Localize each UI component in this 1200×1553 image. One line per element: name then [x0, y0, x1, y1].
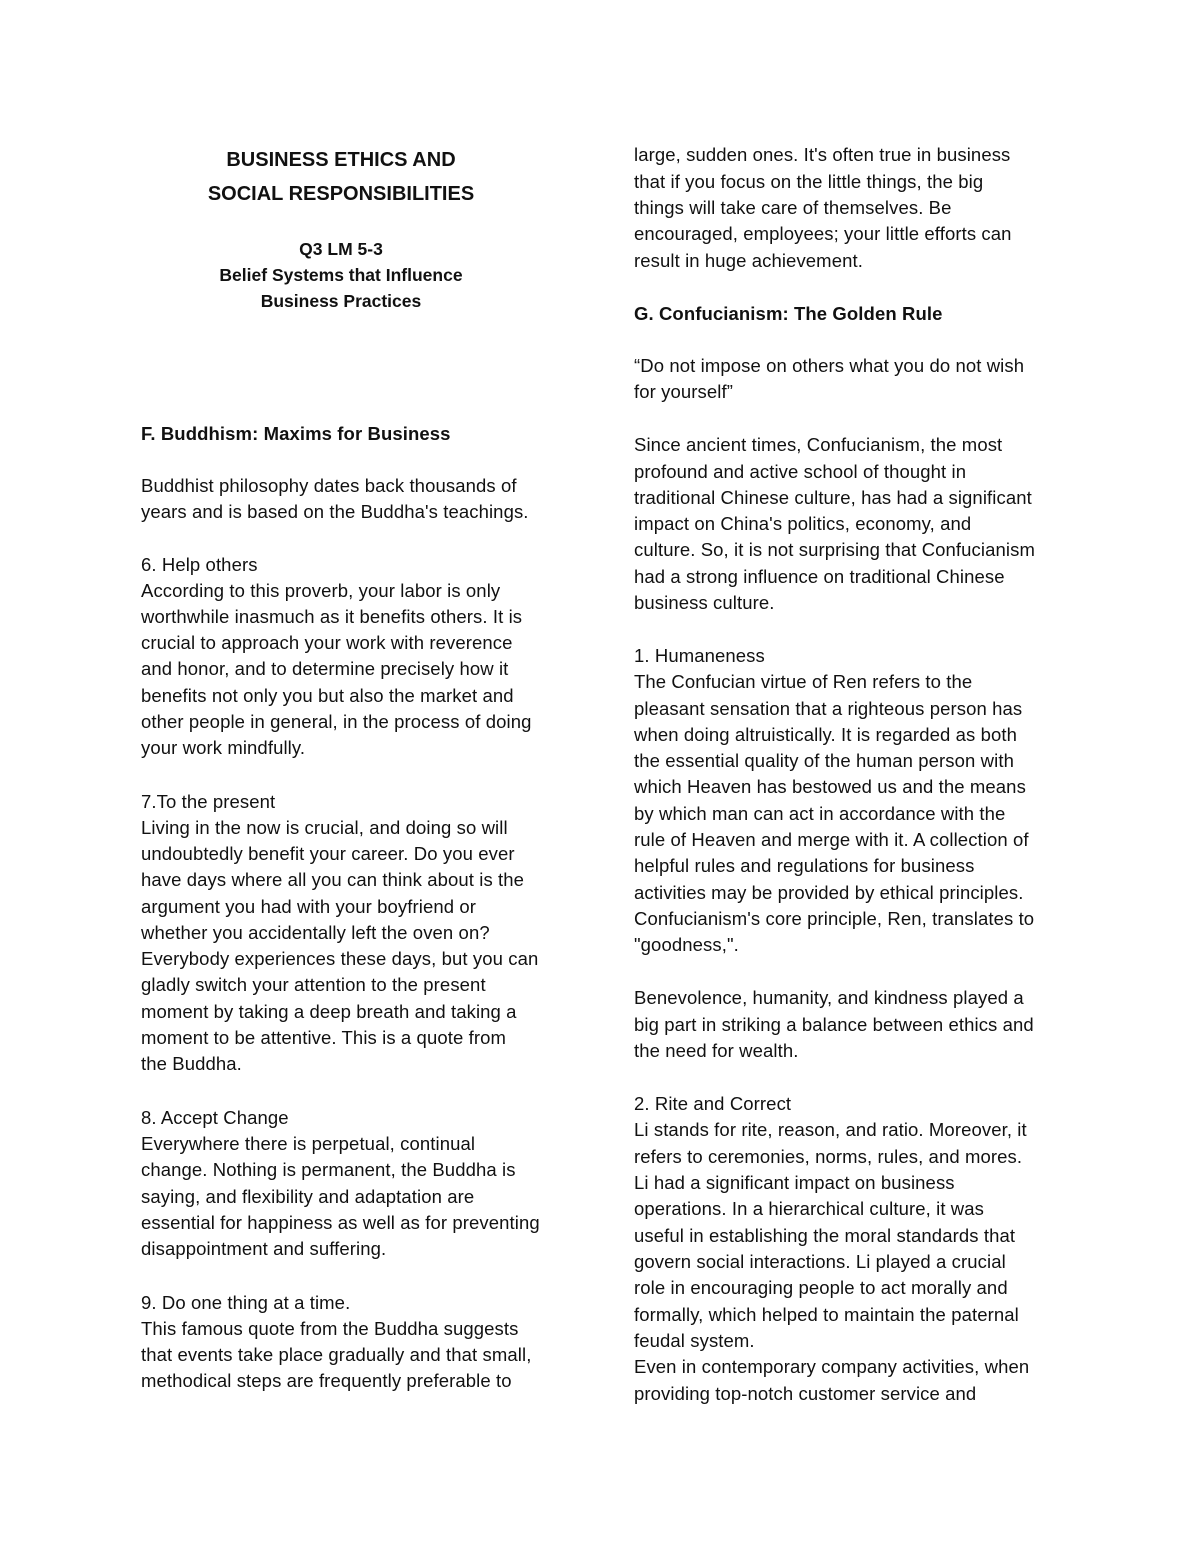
paragraph-line: that if you focus on the little things, the big — [634, 171, 984, 192]
paragraph-line: saying, and flexibility and adaptation are — [141, 1186, 475, 1207]
section-heading-buddhism: F. Buddhism: Maxims for Business — [141, 423, 451, 444]
paragraph-line: Everybody experiences these days, but you can — [141, 948, 539, 969]
paragraph-line: by which man can act in accordance with the — [634, 803, 1006, 824]
paragraph-line: big part in striking a balance between ethics and — [634, 1014, 1034, 1035]
paragraph-line: activities may be provided by ethical principles. — [634, 882, 1024, 903]
paragraph-line: your work mindfully. — [141, 737, 306, 758]
paragraph-line: essential for happiness as well as for preventing — [141, 1212, 540, 1233]
paragraph-line: Confucianism's core principle, Ren, translates to — [634, 908, 1035, 929]
module-code: Q3 LM 5-3 — [299, 239, 383, 259]
paragraph-line: the essential quality of the human person with — [634, 750, 1014, 771]
lesson-title-line-2: Business Practices — [260, 291, 422, 311]
paragraph-line: when doing altruistically. It is regarded as both — [634, 724, 1017, 745]
section-heading-confucianism: G. Confucianism: The Golden Rule — [634, 303, 943, 324]
paragraph-line: Since ancient times, Confucianism, the most — [634, 434, 1003, 455]
paragraph-line: have days where all you can think about is the — [141, 869, 525, 890]
maxim-heading-present: 7.To the present — [141, 791, 276, 812]
principle-heading-rite: 2. Rite and Correct — [634, 1093, 792, 1114]
paragraph-line: Everywhere there is perpetual, continual — [141, 1133, 476, 1154]
paragraph-line: gladly switch your attention to the present — [141, 974, 486, 995]
paragraph-line: and honor, and to determine precisely how it — [141, 658, 509, 679]
paragraph-line: encouraged, employees; your little efforts can — [634, 223, 1012, 244]
paragraph-line: Benevolence, humanity, and kindness played a — [634, 987, 1024, 1008]
paragraph-line: moment to be attentive. This is a quote from — [141, 1027, 506, 1048]
principle-heading-humaneness: 1. Humaneness — [634, 645, 765, 666]
paragraph-line: benefits not only you but also the market and — [141, 685, 514, 706]
paragraph-line: the Buddha. — [141, 1053, 242, 1074]
paragraph-line: the need for wealth. — [634, 1040, 799, 1061]
document-title-line-2: SOCIAL RESPONSIBILITIES — [207, 183, 475, 205]
paragraph-line: According to this proverb, your labor is only — [141, 580, 501, 601]
maxim-heading-help-others: 6. Help others — [141, 554, 258, 575]
quote-line: “Do not impose on others what you do not wish — [634, 355, 1025, 376]
paragraph-line: pleasant sensation that a righteous person has — [634, 698, 1023, 719]
paragraph-line: feudal system. — [634, 1330, 755, 1351]
paragraph-line: other people in general, in the process of doing — [141, 711, 532, 732]
paragraph-line: refers to ceremonies, norms, rules, and mores. — [634, 1146, 1023, 1167]
paragraph-line: operations. In a hierarchical culture, it was — [634, 1198, 985, 1219]
paragraph-line: role in encouraging people to act morally and — [634, 1277, 1008, 1298]
paragraph-line: disappointment and suffering. — [141, 1238, 387, 1259]
paragraph-line: formally, which helped to maintain the paternal — [634, 1304, 1019, 1325]
paragraph-line: Li had a significant impact on business — [634, 1172, 955, 1193]
paragraph-line: profound and active school of thought in — [634, 461, 967, 482]
paragraph-line: argument you had with your boyfriend or — [141, 896, 477, 917]
paragraph-line: Buddhist philosophy dates back thousands of — [141, 475, 517, 496]
paragraph-line: undoubtedly benefit your career. Do you ever — [141, 843, 515, 864]
paragraph-line: govern social interactions. Li played a crucial — [634, 1251, 1006, 1272]
paragraph-line: useful in establishing the moral standards that — [634, 1225, 1016, 1246]
paragraph-line: which Heaven has bestowed us and the means — [634, 776, 1026, 797]
paragraph-line: methodical steps are frequently preferable to — [141, 1370, 512, 1391]
lesson-title-line-1: Belief Systems that Influence — [219, 265, 463, 285]
maxim-heading-accept-change: 8. Accept Change — [141, 1107, 289, 1128]
paragraph-line: large, sudden ones. It's often true in business — [634, 144, 1011, 165]
paragraph-line: The Confucian virtue of Ren refers to the — [634, 671, 973, 692]
paragraph-line: culture. So, it is not surprising that Confucianism — [634, 539, 1035, 560]
paragraph-line: business culture. — [634, 592, 775, 613]
paragraph-line: helpful rules and regulations for business — [634, 855, 975, 876]
paragraph-line: providing top-notch customer service and — [634, 1383, 977, 1404]
paragraph-line: change. Nothing is permanent, the Buddha is — [141, 1159, 516, 1180]
paragraph-line: years and is based on the Buddha's teachings. — [141, 501, 529, 522]
paragraph-line: moment by taking a deep breath and taking a — [141, 1001, 517, 1022]
paragraph-line: rule of Heaven and merge with it. A collection of — [634, 829, 1029, 850]
paragraph-line: Even in contemporary company activities, when — [634, 1356, 1030, 1377]
paragraph-line: worthwhile inasmuch as it benefits others. It is — [141, 606, 523, 627]
paragraph-line: whether you accidentally left the oven on? — [141, 922, 490, 943]
paragraph-line: crucial to approach your work with reverence — [141, 632, 513, 653]
paragraph-line: This famous quote from the Buddha suggests — [141, 1318, 519, 1339]
paragraph-line: traditional Chinese culture, has had a significant — [634, 487, 1032, 508]
paragraph-line: had a strong influence on traditional Chinese — [634, 566, 1005, 587]
quote-line: for yourself” — [634, 381, 733, 402]
paragraph-line: impact on China's politics, economy, and — [634, 513, 972, 534]
paragraph-line: Living in the now is crucial, and doing so will — [141, 817, 508, 838]
document-title-line-1: BUSINESS ETHICS AND — [226, 149, 456, 171]
paragraph-line: things will take care of themselves. Be — [634, 197, 952, 218]
maxim-heading-one-thing: 9. Do one thing at a time. — [141, 1292, 351, 1313]
paragraph-line: that events take place gradually and that small, — [141, 1344, 532, 1365]
paragraph-line: result in huge achievement. — [634, 250, 863, 271]
paragraph-line: Li stands for rite, reason, and ratio. Moreover, it — [634, 1119, 1027, 1140]
paragraph-line: "goodness,". — [634, 934, 739, 955]
